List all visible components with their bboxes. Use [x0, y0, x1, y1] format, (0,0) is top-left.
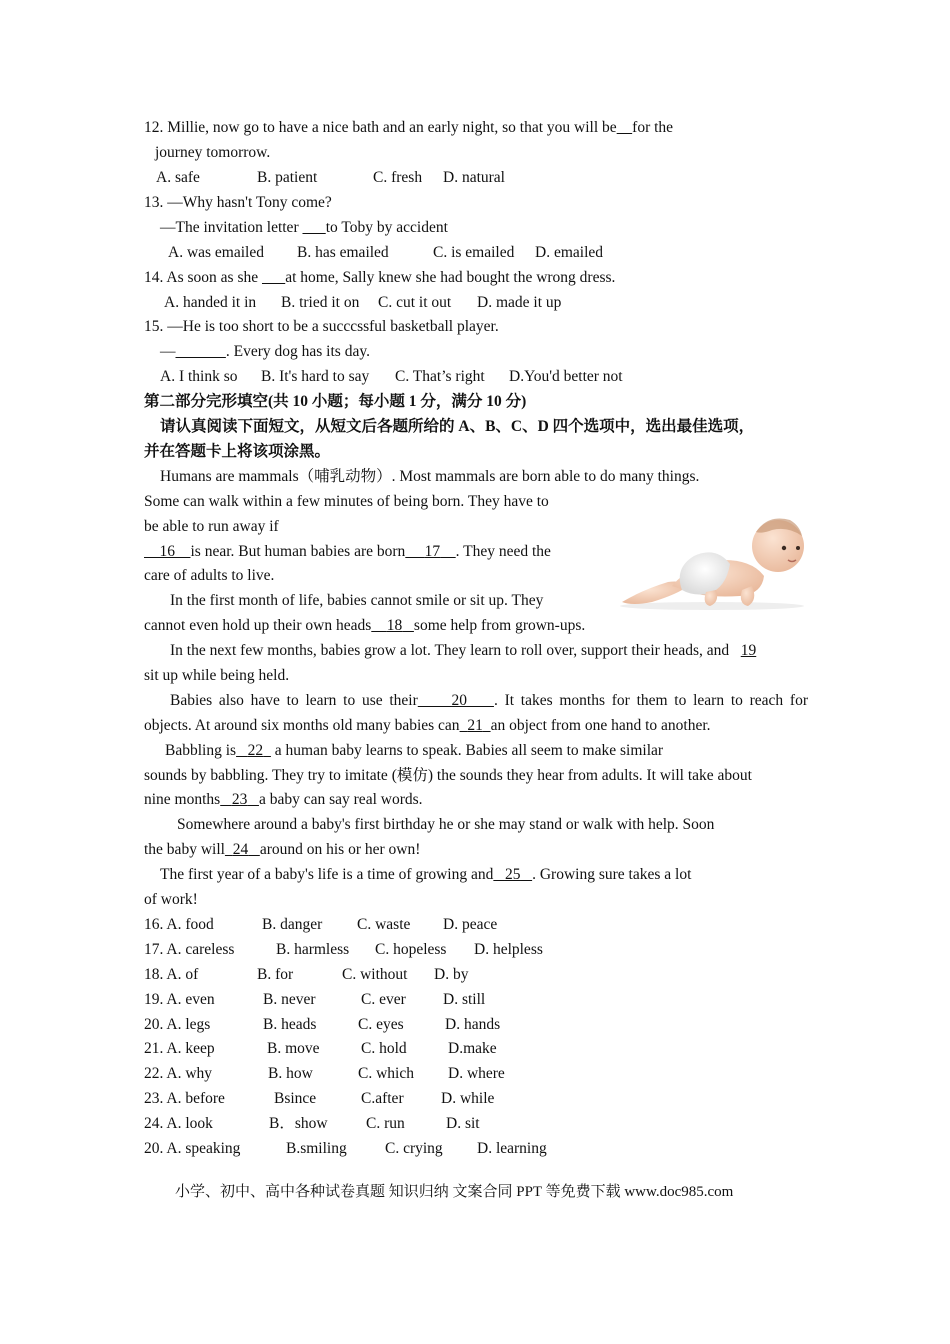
- section-instruction-cont: 并在答题卡上将该项涂黑。: [144, 443, 331, 460]
- question-13-options: A. was emailed B. has emailed C. is emailed D. emailed: [168, 244, 604, 261]
- option-row: 20. A. legs B. heads C. eyes D. hands: [144, 1016, 501, 1033]
- option-row: 16. A. food B. danger C. waste D. peace: [144, 916, 498, 933]
- passage-line: Babies also have to learn to use their 20 . It takes months for them to learn to reach for: [170, 692, 808, 709]
- question-14-options: A. handed it in B. tried it on C. cut it out D. made it up: [164, 294, 562, 311]
- blank: [617, 119, 633, 136]
- passage-line: Somewhere around a baby's first birthday he or she may stand or walk with help. Soon: [177, 816, 715, 833]
- passage-line: sit up while being held.: [144, 667, 290, 684]
- question-12: 12. Millie, now go to have a nice bath and an early night, so that you will be for the: [144, 119, 674, 136]
- question-12-options: A. safe B. patient C. fresh D. natural: [156, 169, 505, 186]
- passage-line: care of adults to live.: [144, 567, 275, 584]
- passage-line: be able to run away if: [144, 518, 279, 535]
- question-15: 15. —He is too short to be a succcssful basketball player.: [144, 318, 499, 335]
- blank-18: 18: [386, 617, 403, 634]
- blank-20: 20: [451, 692, 467, 709]
- passage-line: the baby will 24 around on his or her own!: [144, 841, 421, 858]
- blank-19: 19: [740, 642, 757, 659]
- question-12-cont: journey tomorrow.: [155, 144, 271, 161]
- blank-17: 17: [424, 543, 441, 560]
- passage-line: sounds by babbling. They try to imitate (模仿) the sounds they hear from adults. It will take about: [144, 767, 752, 784]
- question-15-line2: — . Every dog has its day.: [160, 343, 370, 360]
- passage-line: The first year of a baby's life is a time of growing and 25 . Growing sure takes a lot: [160, 866, 692, 883]
- passage-line: objects. At around six months old many babies can 21 an object from one hand to another.: [144, 717, 711, 734]
- option-row: 23. A. before Bsince C.after D. while: [144, 1090, 495, 1107]
- passage-line: Babbling is 22 a human baby learns to speak. Babies all seem to make similar: [165, 742, 664, 759]
- passage-line: cannot even hold up their own heads 18 some help from grown-ups.: [144, 617, 586, 634]
- passage-line: of work!: [144, 891, 198, 908]
- crawling-baby-image: [612, 490, 808, 612]
- question-13-line2: —The invitation letter to Toby by accident: [160, 219, 448, 236]
- section-heading: 第二部分完形填空(共 10 小题；每小题 1 分，满分 10 分): [144, 393, 527, 410]
- blank-22: 22: [247, 742, 264, 759]
- option-row: 21. A. keep B. move C. hold D.make: [144, 1040, 497, 1057]
- question-13: 13. —Why hasn't Tony come?: [144, 194, 332, 211]
- passage-line: In the first month of life, babies cannot smile or sit up. They: [170, 592, 544, 609]
- option-row: 22. A. why B. how C. which D. where: [144, 1065, 505, 1082]
- passage-line: Some can walk within a few minutes of being born. They have to: [144, 493, 549, 510]
- section-instruction: 请认真阅读下面短文，从短文后各题所给的 A、B、C、D 四个选项中，选出最佳选项，: [160, 418, 755, 435]
- blank-21: 21: [467, 717, 483, 734]
- passage-line: Humans are mammals（哺乳动物）. Most mammals are born able to do many things.: [160, 468, 700, 485]
- question-14: 14. As soon as she at home, Sally knew she had bought the wrong dress.: [144, 269, 616, 286]
- passage-line: In the next few months, babies grow a lot. They learn to roll over, support their heads, and 19: [170, 642, 757, 659]
- blank-25: 25: [504, 866, 521, 883]
- blank: [302, 219, 325, 236]
- blank: [262, 269, 285, 286]
- option-row: 17. A. careless B. harmless C. hopeless D. helpless: [144, 941, 543, 958]
- option-row: 20. A. speaking B.smiling C. crying D. learning: [144, 1140, 547, 1157]
- blank-23: 23: [231, 791, 248, 808]
- option-row: 24. A. look B．show C. run D. sit: [144, 1115, 480, 1132]
- question-15-options: A. I think so B. It's hard to say C. That’s right D.You'd better not: [160, 368, 623, 385]
- blank-24: 24: [232, 841, 249, 858]
- option-row: 18. A. of B. for C. without D. by: [144, 966, 469, 983]
- blank: [176, 343, 226, 360]
- passage-line: nine months 23 a baby can say real words.: [144, 791, 423, 808]
- passage-line: 16 is near. But human babies are born 17 . They need the: [144, 542, 551, 562]
- option-row: 19. A. even B. never C. ever D. still: [144, 991, 486, 1008]
- blank-16: 16: [159, 543, 175, 560]
- footer-text: 小学、初中、高中各种试卷真题 知识归纳 文案合同 PPT 等免费下载 www.doc985.com: [175, 1184, 734, 1200]
